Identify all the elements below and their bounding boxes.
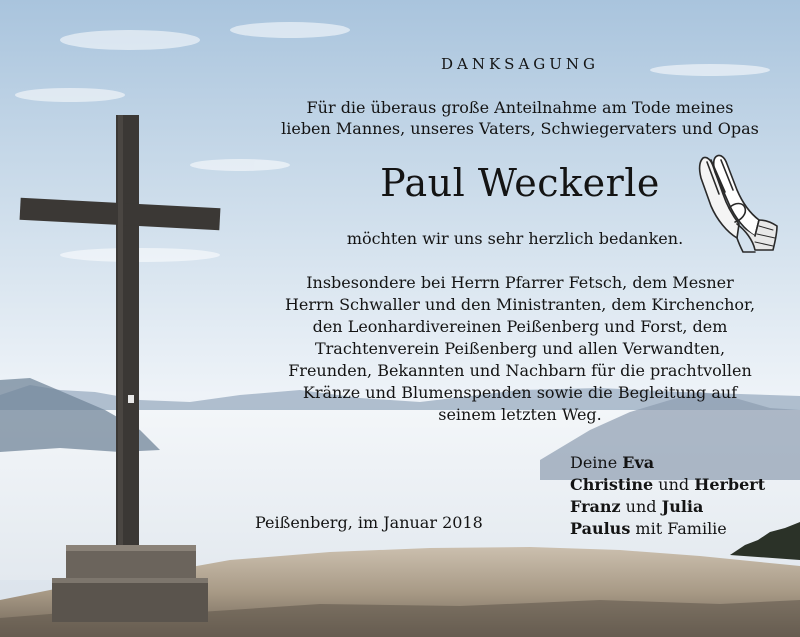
praying-hands-icon	[693, 150, 783, 255]
signature-name: Paulus	[570, 519, 631, 538]
body-line-6: Kränze und Blumenspenden sowie die Begleitung auf	[302, 383, 738, 402]
signature-conjunction: und	[620, 497, 662, 516]
signature-row-1	[570, 452, 654, 473]
body-line-2: Herrn Schwaller und den Ministranten, dem Kirchenchor,	[284, 295, 756, 314]
body-line-3: den Leonhardivereinen Peißenberg und Forst, dem	[312, 317, 728, 336]
body-line-1: Insbesondere bei Herrn Pfarrer Fetsch, dem Mesner	[306, 273, 734, 292]
signature-suffix: mit Familie	[630, 519, 727, 538]
signature-row-4	[570, 518, 727, 539]
intro-line-2: lieben Mannes, unseres Vaters, Schwiegervaters und Opas	[281, 119, 759, 138]
place-date: Peißenberg, im Januar 2018	[255, 513, 483, 532]
signature-name: Julia	[661, 497, 704, 516]
signature-prefix: Deine	[570, 453, 623, 472]
signature-conjunction: und	[653, 475, 695, 494]
body-line-5: Freunden, Bekannten und Nachbarn für die prachtvollen	[288, 361, 752, 380]
body-line-7: seinem letzten Weg.	[438, 405, 602, 424]
heading: DANKSAGUNG	[440, 55, 600, 73]
signature-name: Franz	[570, 497, 621, 516]
signature-row-2	[570, 474, 765, 495]
signature-name: Herbert	[694, 475, 766, 494]
signature-name: Christine	[570, 475, 654, 494]
body-line-4: Trachtenverein Peißenberg und allen Verwandten,	[314, 339, 726, 358]
thanks-line: möchten wir uns sehr herzlich bedanken.	[346, 229, 684, 248]
deceased-name: Paul Weckerle	[380, 161, 660, 205]
signature-row-3	[570, 496, 703, 517]
intro-line-1: Für die überaus große Anteilnahme am Tode meines	[306, 98, 734, 117]
signature-name: Eva	[622, 453, 655, 472]
